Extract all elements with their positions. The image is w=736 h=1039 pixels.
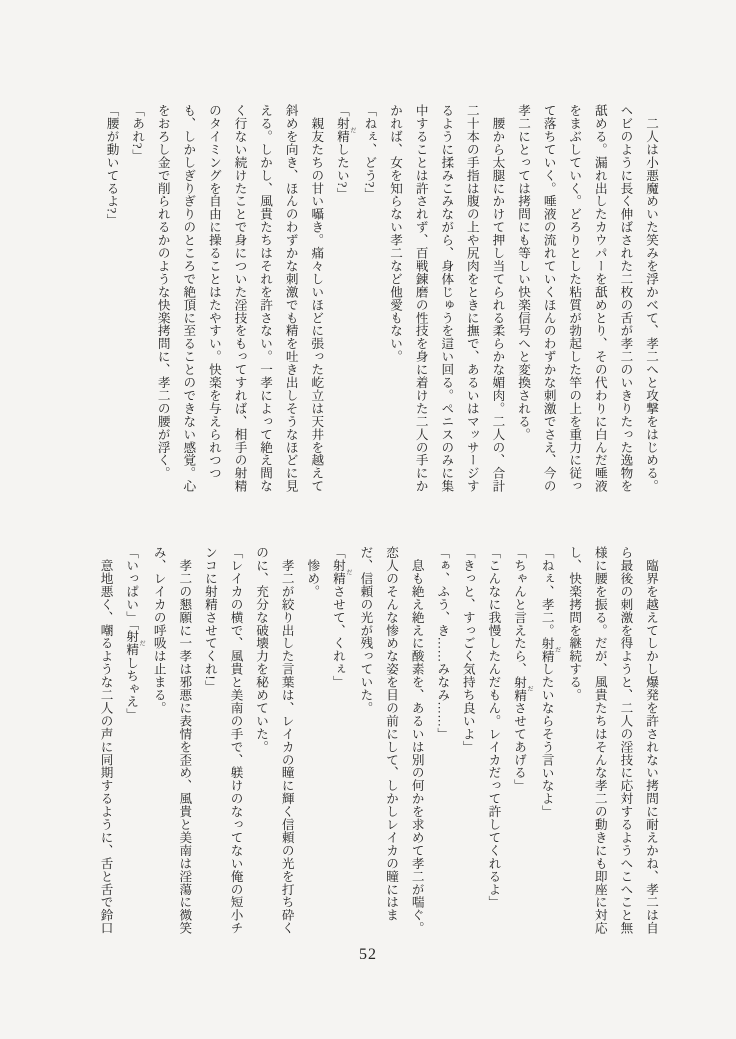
text-line: える。しかし、風貴たちはそれを許さない。一孝によって絶え間な: [258, 104, 273, 493]
text-line: 「レイカの横で、風貴と美南の手で、躾けのなってない俺の短小チ: [228, 546, 243, 935]
page-number: 52: [359, 946, 377, 963]
ruby-annotated-word: 射精 だ: [334, 116, 356, 143]
text-line: 「あれ?」: [130, 104, 145, 162]
text-line: 親友たちの甘い囁き。痛々しいほどに張った屹立は天井を越えて: [309, 104, 324, 493]
text-line: 息も絶え絶えに酸素を、あるいは別の何かを求めて孝二が喘ぐ。: [409, 546, 424, 935]
text-line: も、しかしぎりぎりのところで絶頂に至ることのできない感覚。心: [181, 104, 196, 493]
text-line: をおろし金で削られるかのような快楽拷問に、孝二の腰が浮く。: [155, 104, 170, 480]
text-line: 惨め。: [305, 546, 320, 598]
text-line: 「こんなに我慢したんだもん。レイカだって許してくれるよ」: [486, 546, 501, 909]
ruby-annotated-word: 射精 だ: [124, 630, 146, 657]
text-line: 恋人のそんな惨めな姿を目の前にして、しかしレイカの瞳にはま: [384, 546, 399, 922]
text-line: 「ねぇ、どう?」: [362, 104, 377, 201]
text-line: 「腰が動いてるよ?」: [104, 104, 119, 227]
text-line: 意地悪く、嘲るような二人の声に同期するように、舌と舌で鈴口: [98, 546, 113, 935]
text-line: 孝二が絞り出した言葉は、レイカの瞳に輝く信頼の光を打ち砕く: [279, 546, 294, 935]
ruby-annotated-word: 射精 だ: [512, 675, 534, 702]
text-line: 舐める。漏れ出したカウパーを舐めとり、その代わりに白んだ唾液: [592, 104, 607, 493]
text-line: 二十本の手指は腹の上や尻肉をときに撫で、あるいはマッサージす: [464, 104, 479, 493]
text-line: 斜めを向き、ほんのわずかな刺激でも精を吐き出しそうなほどに見: [283, 104, 298, 493]
text-line: をまぶしていく。どろりとした粘質が勃起した竿の上を重力に従っ: [567, 104, 582, 493]
text-line: るように揉みこみながら、身体じゅうを這い回る。ペニスのみに集: [439, 104, 454, 493]
text-line: ンコに射精させてくれ!」: [202, 546, 217, 693]
text-line: て落ちていく。唾液の流れていくほんのわずかな刺激でさえ、今の: [541, 104, 556, 493]
text-line: 孝二の懇願に一孝は邪悪に表情を歪め、風貴と美南は淫蕩に微笑: [177, 546, 192, 935]
text-line: 腰から太腿にかけて押し当てられる柔らかな媚肉。二人の、合計: [490, 104, 505, 493]
text-line: ヘビのように長く伸ばされた二枚の舌が孝二のいきりたった逸物を: [618, 104, 633, 493]
text-line: のに、充分な破壊力を秘めていた。: [254, 546, 269, 754]
text-line: し、快楽拷問を継続する。: [567, 546, 582, 702]
text-line: 「きっと、すっごく気持ち良いよ」: [460, 546, 475, 754]
text-line: 「ねぇ、孝二。射精 だしたいならそう言いなよ」: [539, 546, 561, 818]
text-line: 中することは許されず、百戦錬磨の性技を身に着けた二人の手にか: [413, 104, 428, 493]
text-line: 様に腰を振る。だが、風貴たちはそんな孝二の動きにも即座に対応: [592, 546, 607, 935]
text-band-bottom: [92, 546, 663, 942]
text-line: 「射精 ださせて、くれぇ」: [330, 546, 352, 689]
ruby-annotated-word: 射精 だ: [330, 558, 352, 585]
ruby-annotated-word: 射精 だ: [539, 636, 561, 663]
text-line: 「ぁ、ふう、き……みなみ……」: [435, 546, 450, 741]
text-line: み、レイカの呼吸は止まる。: [151, 546, 166, 715]
text-line: 「いっぱい」「射精 だしちゃえ」: [124, 546, 146, 722]
text-line: 「射精 だしたい?」: [334, 104, 356, 201]
text-line: のタイミングを自由に操ることはたやすい。快楽を与えられつつ: [206, 104, 221, 480]
text-line: 二人は小悪魔めいた笑みを浮かべて、孝二へと攻撃をはじめる。: [644, 104, 658, 493]
text-line: 臨界を越えてしかし爆発を許されない拷問に耐えかね、孝二は自: [644, 546, 658, 935]
text-line: かれば、女を知らない孝二など他愛もない。: [388, 104, 403, 363]
text-line: 「ちゃんと言えたら、射精 ださせてあげる」: [512, 546, 534, 793]
text-line: 孝二にとっては拷問にも等しい快楽信号へと変換される。: [516, 104, 531, 441]
text-band-top: [98, 104, 663, 500]
text-line: く行ない続けたことで身についた淫技をもってすれば、相手の射精: [232, 104, 247, 493]
text-line: ら最後の刺激を得ようと、二人の淫技に応対するようへこへこと無: [618, 546, 633, 935]
text-line: だ、信頼の光が残っていた。: [358, 546, 373, 715]
